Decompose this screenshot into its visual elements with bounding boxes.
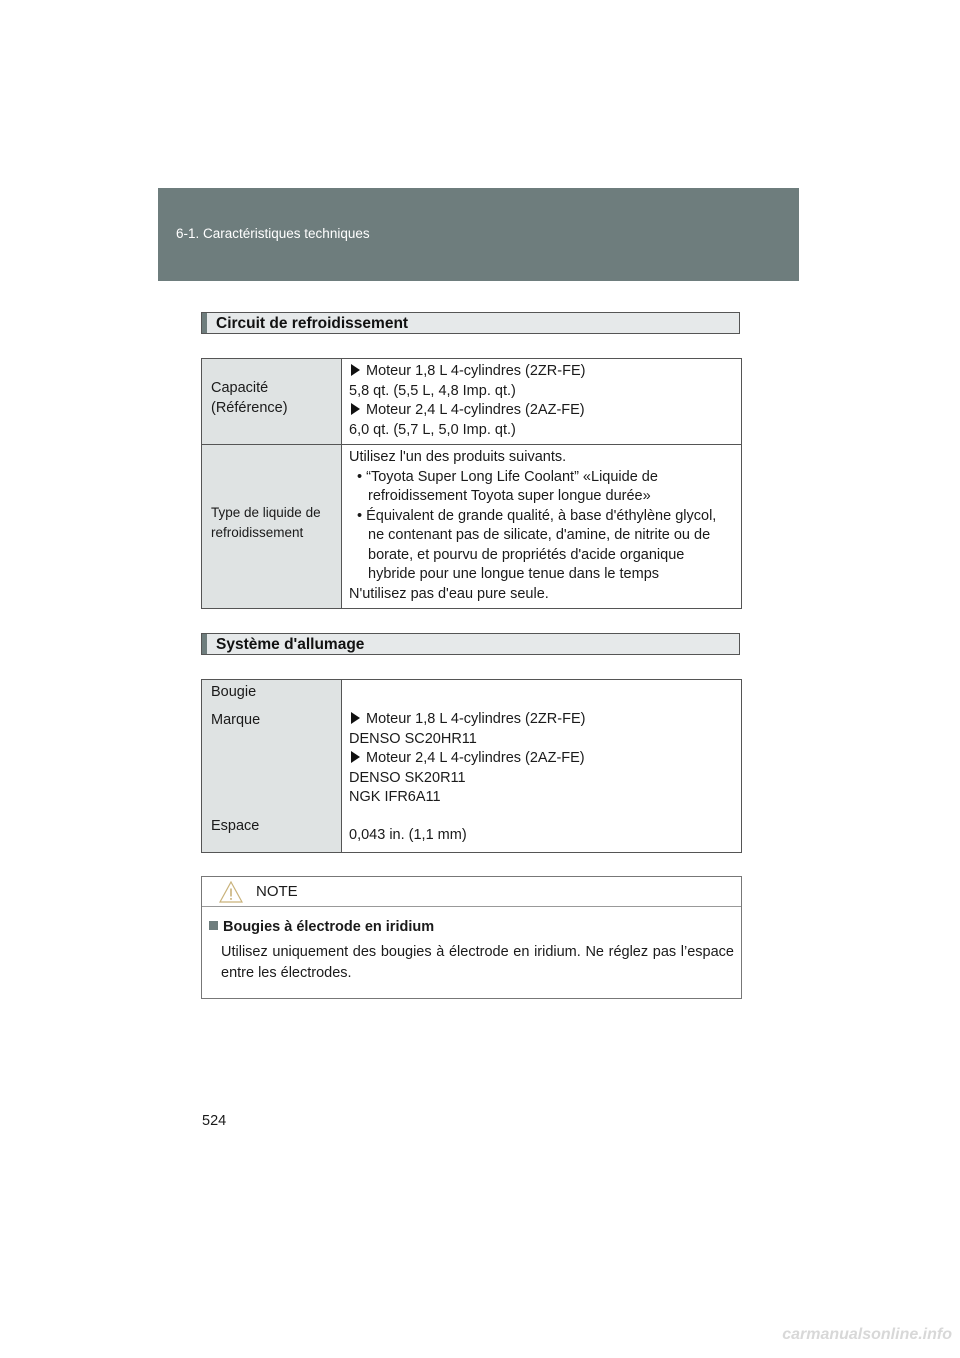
- engine-1-label: Moteur 1,8 L 4-cylindres (2ZR-FE): [366, 363, 586, 379]
- note-body: [202, 907, 741, 984]
- ignition-spec-table: [201, 679, 742, 853]
- engine-2-plug-denso: DENSO SK20R11: [349, 769, 466, 786]
- engine-2-capacity: 6,0 qt. (5,7 L, 5,0 Imp. qt.): [349, 421, 516, 438]
- coolant-type-label: Type de liquide de: [211, 505, 321, 520]
- list-item: • Équivalent de grande qualité, à base d'éthylène glycol, ne contenant pas de silicate, d'amine, de nitrite ou de borate, et pourvu de propriétés d'acide organique hybride pour une longue tenue dans le temps: [357, 507, 717, 582]
- coolant-type-value-cell: [342, 445, 742, 609]
- spark-plug-label: Bougie: [211, 684, 257, 700]
- note-label: NOTE: [256, 883, 298, 900]
- note-text: Utilisez uniquement des bougies à électrode en iridium. Ne réglez pas l’espace entre les électrodes.: [221, 944, 734, 981]
- section-marker: [202, 634, 207, 654]
- triangle-bullet-icon: [351, 364, 360, 376]
- list-item: • “Toyota Super Long Life Coolant” «Liquide de refroidissement Toyota super longue durée»: [357, 468, 658, 504]
- section-title-text: Circuit de refroidissement: [216, 315, 409, 332]
- header-band: [158, 188, 799, 281]
- table-row: [202, 445, 742, 609]
- section-title-ignition: [201, 633, 740, 655]
- table-row: [202, 359, 742, 445]
- note-header: [202, 877, 741, 907]
- coolant-intro: Utilisez l'un des produits suivants.: [349, 449, 567, 465]
- engine-1-plug: DENSO SC20HR11: [349, 730, 477, 747]
- breadcrumb: 6-1. Caractéristiques techniques: [176, 226, 370, 241]
- page-number: 524: [202, 1113, 227, 1129]
- note-box: [201, 876, 742, 999]
- coolant-item-1: “Toyota Super Long Life Coolant” «Liquide de refroidissement Toyota super longue durée»: [366, 468, 658, 504]
- coolant-outro: N'utilisez pas d'eau pure seule.: [349, 585, 549, 602]
- coolant-type-label-cell: [202, 445, 342, 609]
- triangle-bullet-icon: [351, 403, 360, 415]
- spark-plug-value-cell: [342, 680, 742, 853]
- warning-icon: [219, 881, 243, 908]
- brand-label: Marque: [211, 711, 261, 728]
- engine-2-plug-ngk: NGK IFR6A11: [349, 789, 441, 805]
- square-bullet-icon: [209, 921, 218, 930]
- engine-1-capacity: 5,8 qt. (5,5 L, 4,8 Imp. qt.): [349, 382, 516, 399]
- capacity-label-cell: [202, 359, 342, 445]
- watermark: carmanualsonline.info: [782, 1326, 952, 1343]
- coolant-type-label-2: refroidissement: [211, 524, 304, 540]
- table-row: [202, 680, 742, 853]
- cooling-spec-table: [201, 358, 742, 609]
- capacity-label: Capacité: [211, 380, 269, 396]
- capacity-label-ref: (Référence): [211, 399, 288, 416]
- section-title-text: Système d'allumage: [216, 636, 365, 653]
- engine-2-label: Moteur 2,4 L 4-cylindres (2AZ-FE): [366, 402, 585, 418]
- coolant-item-2: Équivalent de grande qualité, à base d'éthylène glycol, ne contenant pas de silicate, d'amine, de nitrite ou de borate, et pourvu de propriétés d'acide organique hybride pour une longue tenue dans le temps: [366, 507, 717, 582]
- gap-value: 0,043 in. (1,1 mm): [349, 826, 467, 843]
- section-marker: [202, 313, 207, 333]
- spark-plug-label-cell: [202, 680, 342, 853]
- note-title: Bougies à électrode en iridium: [223, 919, 435, 935]
- engine-1-label: Moteur 1,8 L 4-cylindres (2ZR-FE): [366, 711, 586, 727]
- triangle-bullet-icon: [351, 712, 360, 724]
- capacity-value-cell: [342, 359, 742, 445]
- section-title-cooling: [201, 312, 740, 334]
- triangle-bullet-icon: [351, 751, 360, 763]
- gap-label: Espace: [211, 818, 260, 834]
- engine-2-label: Moteur 2,4 L 4-cylindres (2AZ-FE): [366, 750, 585, 766]
